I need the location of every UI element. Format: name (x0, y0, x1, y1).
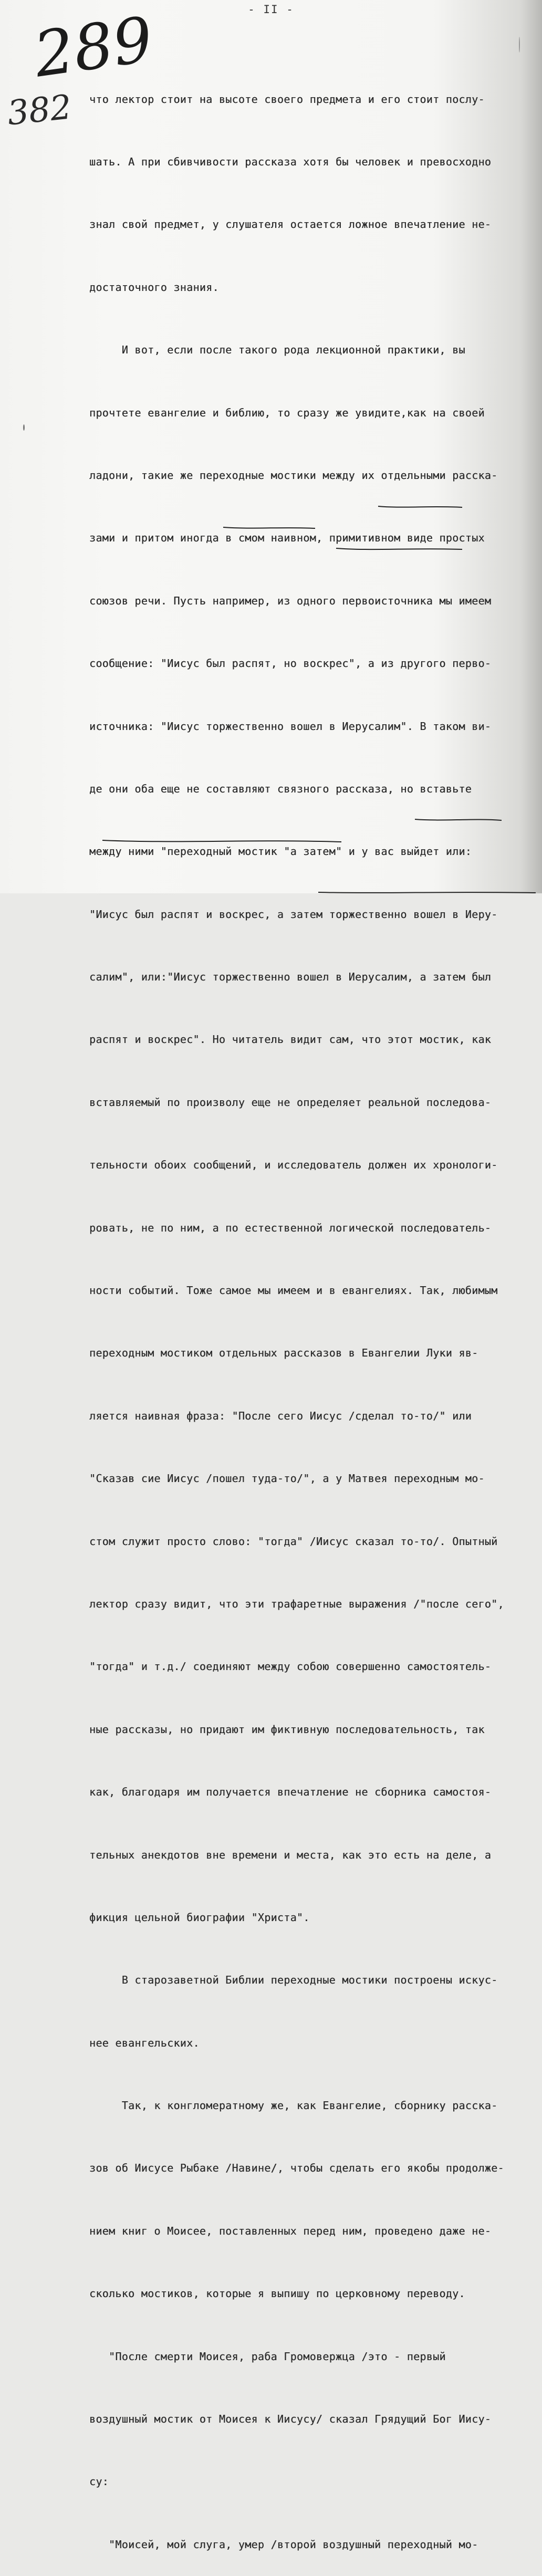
text-line: переходным мостиком отдельных рассказов в Евангелии Луки яв- (89, 1347, 478, 1360)
text-line: ладони, такие же переходные мостики между их отдельными расска- (89, 468, 498, 482)
text-line: "Моисей, мой слуга, умер /второй воздушный переходный мо- (89, 2538, 478, 2551)
text-line: воздушный мостик от Моисея к Иисусу/ сказал Грядущий Бог Иису- (89, 2413, 492, 2426)
page-number: - II - (248, 3, 294, 16)
text-line: тельности обоих сообщений, и исследователь должен их хронологи- (89, 1159, 498, 1172)
text-line: сообщение: "Иисус был распят, но воскрес", а из другого перво- (89, 657, 492, 670)
text-line: достаточного знания. (89, 280, 219, 294)
text-line: ляется наивная фраза: "После сего Иисус /сделал то-то/" или (89, 1409, 472, 1422)
text-line: В старозаветной Библии переходные мостики построены искус- (89, 1974, 498, 1987)
ink-speck (519, 37, 520, 53)
text-line: салим", или:"Иисус торжественно вошел в Иерусалим, а затем был (89, 971, 492, 984)
text-line: су: (89, 2475, 109, 2488)
text-line: ровать, не по ним, а по естественной логической последователь- (89, 1221, 492, 1234)
text-line: нее евангельских. (89, 2036, 200, 2049)
text-line: как, благодаря им получается впечатление не сборника самостоя- (89, 1786, 492, 1799)
text-line: "Сказав сие Иисус /пошел туда-то/", а у Матвея переходным мо- (89, 1472, 485, 1485)
text-line: распят и воскрес". Но читатель видит сам, что этот мостик, как (89, 1033, 492, 1046)
text-line: Так, к конгломератному же, как Евангелие, сборнику расска- (89, 2099, 498, 2112)
text-line: знал свой предмет, у слушателя остается ложное впечатление не- (89, 218, 492, 231)
handwritten-289-text: 289 (29, 3, 157, 91)
text-line: что лектор стоит на высоте своего предмета и его стоит послу- (89, 92, 485, 106)
text-line: "После смерти Моисея, раба Громовержца /это - первый (89, 2350, 446, 2363)
text-line: ности событий. Тоже самое мы имеем и в евангелиях. Так, любимым (89, 1284, 498, 1297)
text-line: союзов речи. Пусть например, из одного первоисточника мы имеем (89, 594, 492, 607)
text-line: И вот, если после такого рода лекционной практики, вы (89, 343, 465, 357)
text-line: тельных анекдотов вне времени и места, как это есть на деле, а (89, 1848, 492, 1861)
text-line: "Иисус был распят и воскрес, а затем торжественно вошел в Иеру- (89, 908, 498, 921)
text-line: прочтете евангелие и библию, то сразу же увидите,как на своей (89, 406, 485, 419)
typed-text-body (89, 47, 536, 2576)
text-line: лектор сразу видит, что эти трафаретные выражения /"после сего", (89, 1597, 504, 1610)
text-line: шать. А при сбивчивости рассказа хотя бы человек и превосходно (89, 155, 492, 168)
text-line: зов об Иисусе Рыбаке /Навине/, чтобы сделать его якобы продолже- (89, 2162, 504, 2175)
text-line: стом служит просто слово: "тогда" /Иисус сказал то-то/. Опытный (89, 1535, 498, 1548)
text-line: де они оба еще не составляют связного рассказа, но вставьте (89, 782, 472, 795)
text-line: вставляемый по произволу еще не определяет реальной последова- (89, 1096, 492, 1109)
text-line: между ними "переходный мостик "а затем" и у вас выйдет или: (89, 845, 472, 858)
text-line: зами и притом иногда в смом наивном, примитивном виде простых (89, 531, 485, 545)
text-line: фикция цельной биографии "Христа". (89, 1911, 310, 1924)
text-line: ные рассказы, но придают им фиктивную последовательность, так (89, 1723, 485, 1736)
text-line: сколько мостиков, которые я выпишу по церковному переводу. (89, 2287, 465, 2300)
text-line: нием книг о Моисее, поставленных перед ним, проведено даже не- (89, 2224, 492, 2237)
handwritten-382-text: 382 (5, 88, 74, 133)
ink-speck (23, 424, 25, 431)
text-line: "тогда" и т.д./ соединяют между собою совершенно самостоятель- (89, 1660, 492, 1673)
text-line: источника: "Иисус торжественно вошел в Иерусалим". В таком ви- (89, 719, 492, 733)
